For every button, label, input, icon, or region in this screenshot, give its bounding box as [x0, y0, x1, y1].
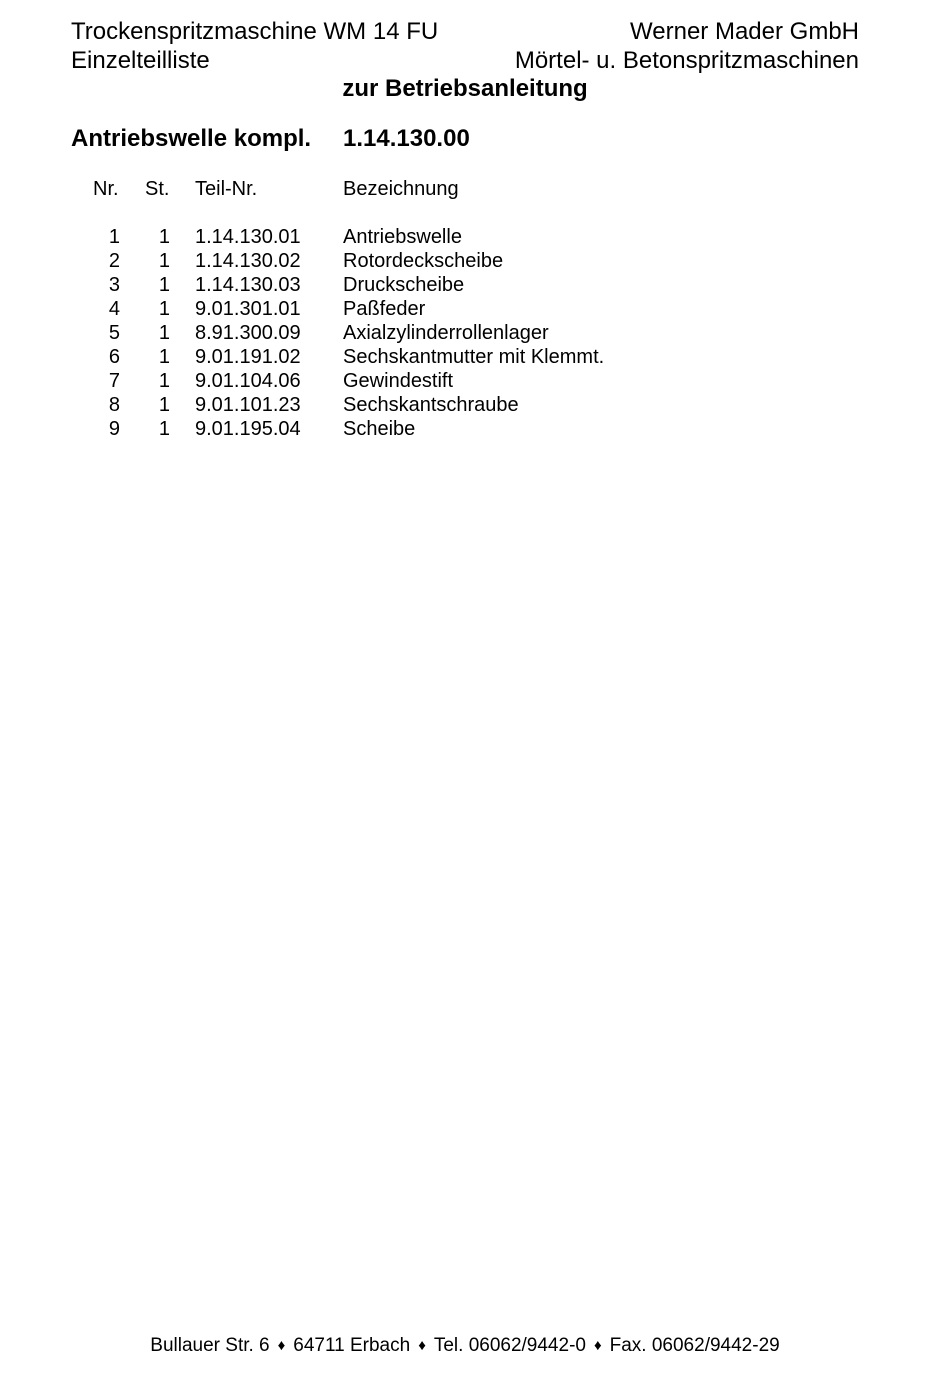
- part-number: 9.01.301.01: [195, 298, 301, 320]
- table-row: [0, 393, 950, 417]
- part-number: 8.91.300.09: [195, 322, 301, 344]
- column-header-nr: Nr.: [93, 178, 119, 200]
- part-quantity: 1: [158, 418, 170, 440]
- part-nr: 1: [108, 226, 120, 248]
- table-row: [0, 225, 950, 249]
- document-subtitle: zur Betriebsanleitung: [342, 75, 588, 102]
- document-type: Einzelteilliste: [71, 47, 210, 74]
- table-row: [0, 297, 950, 321]
- assembly-name: Antriebswelle kompl.: [71, 125, 312, 152]
- part-number: 1.14.130.02: [195, 250, 301, 272]
- parts-table-header: [0, 177, 950, 201]
- column-header-bezeichnung: Bezeichnung: [343, 178, 459, 200]
- part-quantity: 1: [158, 250, 170, 272]
- table-row: [0, 249, 950, 273]
- part-quantity: 1: [158, 274, 170, 296]
- part-number: 9.01.191.02: [195, 346, 301, 368]
- part-nr: 9: [108, 418, 120, 440]
- assembly-code: 1.14.130.00: [343, 125, 470, 152]
- footer-phone: Tel. 06062/9442-0: [433, 1335, 586, 1356]
- footer-contact: [0, 1334, 930, 1358]
- company-subtitle: Mörtel- u. Betonspritzmaschinen: [514, 47, 859, 74]
- table-row: [0, 321, 950, 345]
- part-quantity: 1: [158, 346, 170, 368]
- part-nr: 4: [108, 298, 120, 320]
- part-description: Rotordeckscheibe: [343, 250, 504, 272]
- diamond-separator-icon: ♦: [418, 1337, 426, 1354]
- part-number: 1.14.130.03: [195, 274, 301, 296]
- part-quantity: 1: [158, 322, 170, 344]
- part-nr: 7: [108, 370, 120, 392]
- machine-title: Trockenspritzmaschine WM 14 FU: [71, 18, 439, 45]
- column-header-st: St.: [145, 178, 170, 200]
- part-quantity: 1: [158, 370, 170, 392]
- part-description: Axialzylinderrollenlager: [343, 322, 549, 344]
- part-description: Paßfeder: [343, 298, 426, 320]
- part-nr: 5: [108, 322, 120, 344]
- part-number: 9.01.104.06: [195, 370, 301, 392]
- part-nr: 8: [108, 394, 120, 416]
- part-number: 1.14.130.01: [195, 226, 301, 248]
- part-quantity: 1: [158, 394, 170, 416]
- table-row: [0, 345, 950, 369]
- parts-table: [0, 177, 950, 441]
- part-description: Druckscheibe: [343, 274, 465, 296]
- part-description: Sechskantmutter mit Klemmt.: [343, 346, 605, 368]
- part-description: Sechskantschraube: [343, 394, 519, 416]
- column-header-teil-nr: Teil-Nr.: [195, 178, 258, 200]
- part-description: Scheibe: [343, 418, 416, 440]
- part-number: 9.01.195.04: [195, 418, 301, 440]
- part-nr: 3: [108, 274, 120, 296]
- diamond-separator-icon: ♦: [277, 1337, 286, 1354]
- part-quantity: 1: [158, 226, 170, 248]
- part-quantity: 1: [158, 298, 170, 320]
- company-name: Werner Mader GmbH: [630, 18, 859, 45]
- diamond-separator-icon: ♦: [593, 1337, 602, 1354]
- footer-city: 64711 Erbach: [293, 1335, 411, 1356]
- part-nr: 6: [108, 346, 120, 368]
- part-number: 9.01.101.23: [195, 394, 301, 416]
- table-row: [0, 417, 950, 441]
- part-nr: 2: [108, 250, 120, 272]
- part-description: Gewindestift: [343, 370, 454, 392]
- footer-address: Bullauer Str. 6: [150, 1335, 270, 1356]
- table-row: [0, 273, 950, 297]
- table-row: [0, 369, 950, 393]
- part-description: Antriebswelle: [343, 226, 462, 248]
- footer-fax: Fax. 06062/9442-29: [609, 1335, 780, 1356]
